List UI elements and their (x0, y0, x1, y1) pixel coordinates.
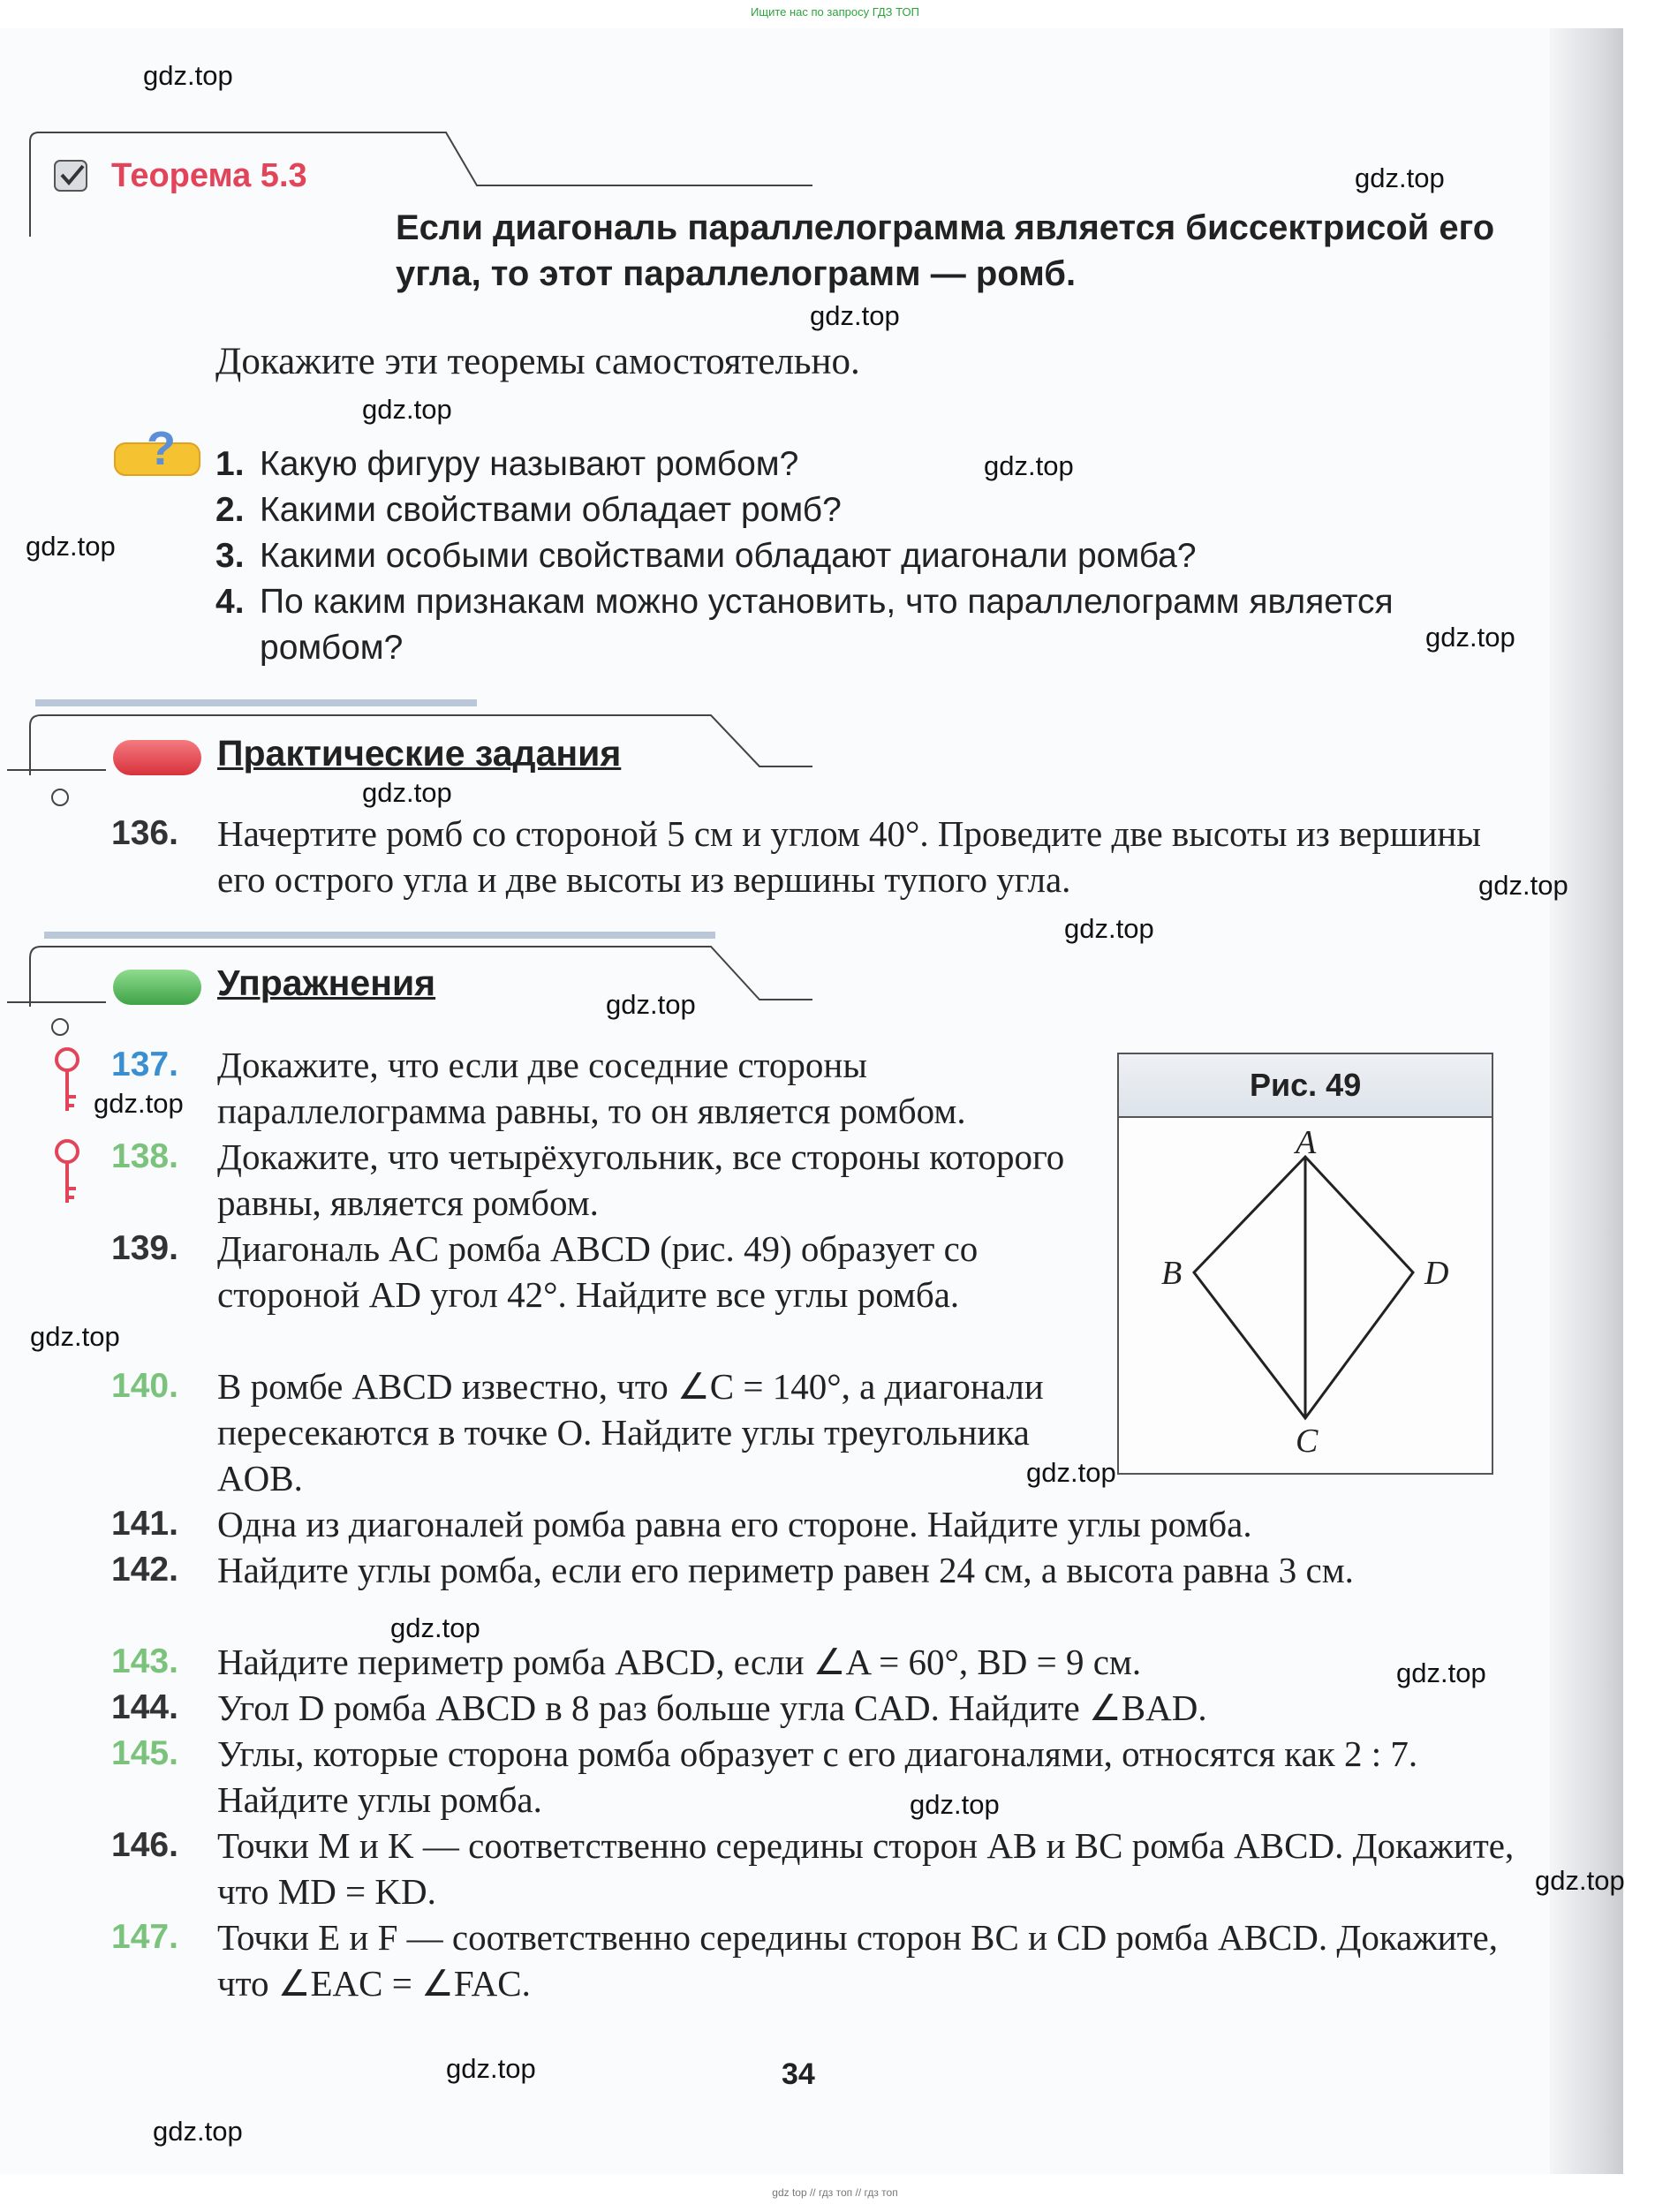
page-number: 34 (782, 2057, 815, 2091)
exercise-141: 141. Одна из диагоналей ромба равна его стороне. Найдите углы ромба. (111, 1504, 1252, 1544)
exercises-title: Упражнения (217, 963, 436, 1003)
watermark: gdz.top (810, 300, 900, 331)
figure-header (1119, 1054, 1492, 1118)
exercise-137: 137. Докажите, что если две соседние стороны параллелограмма равны, то он является ромбом. (111, 1045, 966, 1131)
watermark: gdz.top (1064, 913, 1154, 944)
vertex-label-a: A (1296, 1124, 1317, 1161)
watermark: gdz.top (910, 1789, 1000, 1820)
question-item: 4. По каким признакам можно установить, что параллелограмм является ромбом? (215, 583, 1394, 667)
intro-text: Докажите эти теоремы самостоятельно. (215, 341, 860, 382)
key-icon (51, 1046, 87, 1116)
question-item: 2. Какими свойствами обладает ромб? (215, 491, 842, 529)
theorem-text: Если диагональ параллелограмма является биссектрисой его угла, то этот параллелограмм — ромб. (396, 208, 1495, 293)
figure-49 (1117, 1053, 1493, 1475)
figure-title: Рис. 49 (1250, 1067, 1362, 1103)
watermark: gdz.top (362, 394, 452, 425)
watermark: gdz.top (362, 777, 452, 808)
question-item: 1. Какую фигуру называют ромбом? (215, 445, 799, 483)
watermark: gdz.top (143, 60, 233, 91)
vertex-label-d: D (1424, 1255, 1449, 1292)
task-136: 136. Начертите ромб со стороной 5 см и углом 40°. Проведите две высоты из вершины его острого угла и две высоты из вершины тупого угла. (111, 813, 1481, 900)
watermark: gdz.top (30, 1321, 120, 1352)
watermark: gdz.top (1425, 622, 1515, 653)
watermark: gdz.top (94, 1088, 184, 1119)
review-questions (215, 442, 1505, 671)
practical-title: Практические задания (217, 733, 622, 774)
practical-pill-icon (113, 740, 201, 775)
watermark: gdz.top (1396, 1657, 1486, 1688)
question-item: 3. Какими особыми свойствами обладают диагонали ромба? (215, 537, 1197, 575)
watermark: gdz.top (26, 531, 116, 562)
question-mark-icon (111, 422, 205, 480)
watermark: gdz.top (1478, 870, 1568, 901)
checkbox-icon (53, 159, 92, 194)
watermark: gdz.top (1026, 1457, 1116, 1488)
watermark: gdz.top (606, 989, 696, 1020)
rhombus-outline (1194, 1157, 1413, 1418)
key-icon (51, 1137, 87, 1208)
watermark: gdz.top (153, 2116, 243, 2147)
watermark: gdz.top (1535, 1865, 1625, 1896)
bottom-note: gdz top // гдз топ // гдз топ (772, 2186, 898, 2199)
exercise-138: 138. Докажите, что четырёхугольник, все стороны которого равны, является ромбом. (111, 1136, 1065, 1223)
watermark: gdz.top (984, 450, 1074, 481)
exercise-144: 144. Угол D ромба ABCD в 8 раз больше угла CAD. Найдите ∠BAD. (111, 1687, 1207, 1728)
vertex-label-b: B (1161, 1255, 1183, 1292)
theorem-title: Теорема 5.3 (111, 157, 307, 194)
watermark: gdz.top (1355, 162, 1445, 193)
exercise-142: 142. Найдите углы ромба, если его периметр равен 24 см, а высота равна 3 см. (111, 1550, 1354, 1590)
exercise-pill-icon (113, 970, 201, 1005)
exercise-146: 146. Точки M и K — соответственно середины сторон AB и BC ромба ABCD. Докажите, что MD = KD. (111, 1825, 1515, 1912)
exercise-140: 140. В ромбе ABCD известно, что ∠C = 140°, а диагонали пересекаются в точке O. Найдите углы треугольника AOB. (111, 1366, 1044, 1499)
exercise-145: 145. Углы, которые сторона ромба образует с его диагоналями, относятся как 2 : 7. Найдите углы ромба. (111, 1733, 1418, 1820)
exercise-143: 143. Найдите периметр ромба ABCD, если ∠A = 60°, BD = 9 см. (111, 1642, 1142, 1682)
watermark: gdz.top (390, 1612, 480, 1643)
exercise-139: 139. Диагональ AC ромба ABCD (рис. 49) образует со стороной AD угол 42°. Найдите все углы ромба. (111, 1228, 979, 1315)
svg-text:?: ? (147, 422, 176, 475)
watermark: gdz.top (446, 2053, 536, 2084)
rhombus-diagram (1119, 1118, 1492, 1471)
exercise-147: 147. Точки E и F — соответственно середины сторон BC и CD ромба ABCD. Докажите, что ∠EAC = ∠FAC. (111, 1917, 1498, 2004)
vertex-label-c: C (1296, 1423, 1319, 1460)
top-note: Ищите нас по запросу ГДЗ ТОП (751, 5, 919, 19)
